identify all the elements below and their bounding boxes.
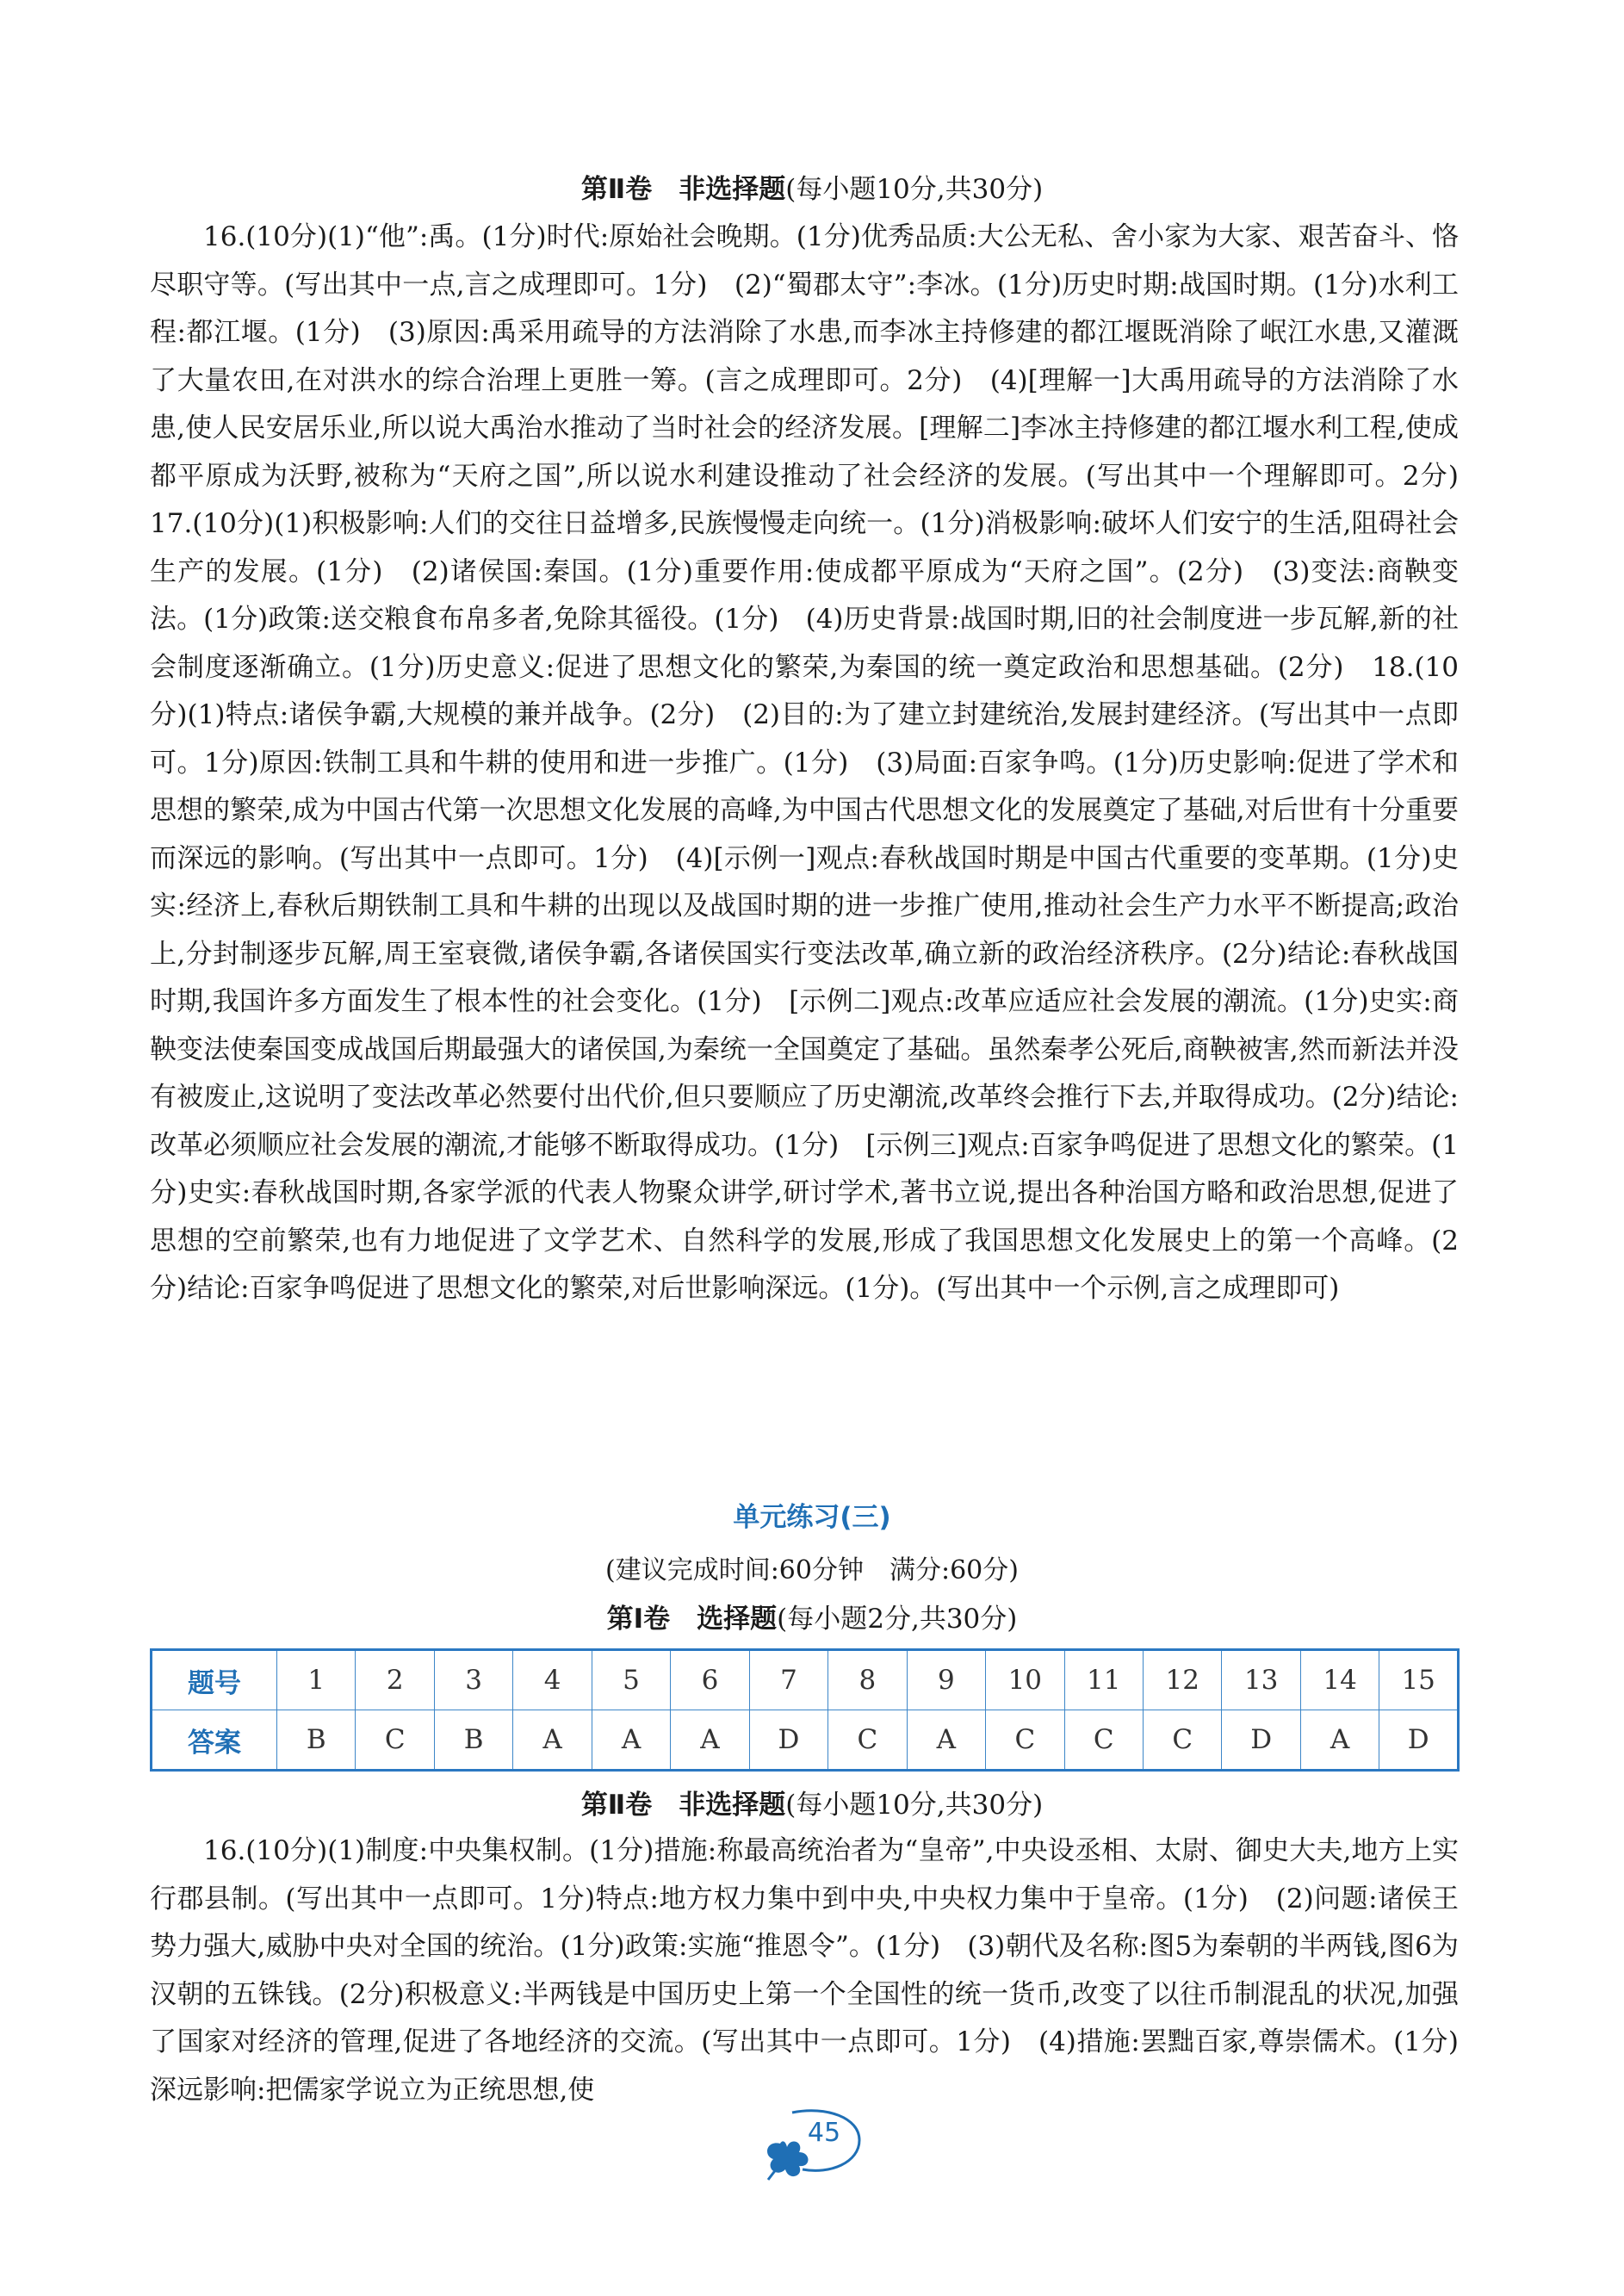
answer-cell: D [749, 1710, 827, 1771]
question-number-cell: 3 [434, 1650, 512, 1710]
question-number-cell: 5 [592, 1650, 670, 1710]
answer-cell: A [513, 1710, 592, 1771]
answer-cell: D [1379, 1710, 1459, 1771]
answer-cell: A [907, 1710, 985, 1771]
question-number-cell: 13 [1222, 1650, 1300, 1710]
question-number-cell: 15 [1379, 1650, 1459, 1710]
answer-row [152, 1710, 1459, 1771]
section-2-title [0, 172, 1624, 207]
answer-cell: A [1300, 1710, 1379, 1771]
question-number-cell: 7 [749, 1650, 827, 1710]
question-number-row [152, 1650, 1459, 1710]
answer-cell: C [356, 1710, 434, 1771]
answer-header: 答案 [152, 1710, 277, 1771]
unit3-section-1-title-bold: 第Ⅰ卷 选择题 [606, 1604, 778, 1635]
answer-table [150, 1648, 1460, 1772]
question-number-cell: 6 [671, 1650, 749, 1710]
question-number-cell: 2 [356, 1650, 434, 1710]
section-2-answers-text: 16.(10分)(1)“他”:禹。(1分)时代:原始社会晚期。(1分)优秀品质:大公无私、舍小家为大家、艰苦奋斗、恪尽职守等。(写出其中一点,言之成理即可。1分) (2)“蜀郡太守”:李冰。(1分)历史时期:战国时期。(1分)水利工程:都江堰。(1分) (3)原因:禹采用疏导的方法消除了水患,而李冰主持修建的都江堰既消除了岷江水患,又灌溉了大量农田,在对洪水的综合治理上更胜一筹。(言之成理即可。2分) (4)[理解一]大禹用疏导的方法消除了水患,使人民安居乐业,所以说大禹治水推动了当时社会的经济发展。[理解二]李冰主持修建的都江堰水利工程,使成都平原成为沃野,被称为“天府之国”,所以说水利建设推动了社会经济的发展。(写出其中一个理解即可。2分) 17.(10分)(1)积极影响:人们的交往日益增多,民族慢慢走向统一。(1分)消极影响:破坏人们安宁的生活,阻碍社会生产的发展。(1分) (2)诸侯国:秦国。(1分)重要作用:使成都平原成为“天府之国”。(2分) (3)变法:商鞅变法。(1分)政策:送交粮食布帛多者,免除其徭役。(1分) (4)历史背景:战国时期,旧的社会制度进一步瓦解,新的社会制度逐渐确立。(1分)历史意义:促进了思想文化的繁荣,为秦国的统一奠定政治和思想基础。(2分) 18.(10分)(1)特点:诸侯争霸,大规模的兼并战争。(2分) (2)目的:为了建立封建统治,发展封建经济。(写出其中一点即可。1分)原因:铁制工具和牛耕的使用和进一步推广。(1分) (3)局面:百家争鸣。(1分)历史影响:促进了学术和思想的繁荣,成为中国古代第一次思想文化发展的高峰,为中国古代思想文化的发展奠定了基础,对后世有十分重要而深远的影响。(写出其中一点即可。1分) (4)[示例一]观点:春秋战国时期是中国古代重要的变革期。(1分)史实:经济上,春秋后期铁制工具和牛耕的出现以及战国时期的进一步推广使用,推动社会生产力水平不断提高;政治上,分封制逐步瓦解,周王室衰微,诸侯争霸,各诸侯国实行变法改革,确立新的政治经济秩序。(2分)结论:春秋战国时期,我国许多方面发生了根本性的社会变化。(1分) [示例二]观点:改革应适应社会发展的潮流。(1分)史实:商鞅变法使秦国变成战国后期最强大的诸侯国,为秦统一全国奠定了基础。虽然秦孝公死后,商鞅被害,然而新法并没有被废止,这说明了变法改革必然要付出代价,但只要顺应了历史潮流,改革终会推行下去,并取得成功。(2分)结论:改革必须顺应社会发展的潮流,才能够不断取得成功。(1分) [示例三]观点:百家争鸣促进了思想文化的繁荣。(1分)史实:春秋战国时期,各家学派的代表人物聚众讲学,研讨学术,著书立说,提出各种治国方略和政治思想,促进了思想的空前繁荣,也有力地促进了文学艺术、自然科学的发展,形成了我国思想文化发展史上的第一个高峰。(2分)结论:百家争鸣促进了思想文化的繁荣,对后世影响深远。(1分)。(写出其中一个示例,言之成理即可) [150, 221, 1485, 1304]
question-number-cell: 8 [828, 1650, 907, 1710]
section-2-title-rest: (每小题10分,共30分) [785, 174, 1044, 205]
unit3-section-1-title [0, 1602, 1624, 1636]
unit3-section-2-answers-text: 16.(10分)(1)制度:中央集权制。(1分)措施:称最高统治者为“皇帝”,中央设丞相、太尉、御史大夫,地方上实行郡县制。(写出其中一点即可。1分)特点:地方权力集中到中央,中央权力集中于皇帝。(1分) (2)问题:诸侯王势力强大,威胁中央对全国的统治。(1分)政策:实施“推恩令”。(1分) (3)朝代及名称:图5为秦朝的半两钱,图6为汉朝的五铢钱。(2分)积极意义:半两钱是中国历史上第一个全国性的统一货币,改变了以往币制混乱的状况,加强了国家对经济的管理,促进了各地经济的交流。(写出其中一点即可。1分) (4)措施:罢黜百家,尊崇儒术。(1分)深远影响:把儒家学说立为正统思想,使 [150, 1835, 1459, 2106]
unit-title: 单元练习(三) [733, 1502, 891, 1533]
answer-cell: C [1064, 1710, 1143, 1771]
unit3-section-2-title-bold: 第Ⅱ卷 非选择题 [580, 1790, 786, 1821]
answer-cell: A [671, 1710, 749, 1771]
section-2-title-bold: 第Ⅱ卷 非选择题 [580, 174, 786, 205]
question-number-header: 题号 [152, 1650, 277, 1710]
question-number-cell: 10 [986, 1650, 1064, 1710]
answer-cell: C [828, 1710, 907, 1771]
question-number-cell: 1 [277, 1650, 356, 1710]
unit3-section-2-title [0, 1788, 1624, 1822]
answer-cell: A [592, 1710, 670, 1771]
page-number: 45 [807, 2118, 841, 2148]
answer-cell: D [1222, 1710, 1300, 1771]
unit-meta: (建议完成时间:60分钟 满分:60分) [605, 1555, 1019, 1585]
question-number-cell: 9 [907, 1650, 985, 1710]
answer-cell: B [277, 1710, 356, 1771]
question-number-cell: 12 [1143, 1650, 1221, 1710]
answer-cell: B [434, 1710, 512, 1771]
question-number-cell: 11 [1064, 1650, 1143, 1710]
question-number-cell: 4 [513, 1650, 592, 1710]
unit3-section-1-title-rest: (每小题2分,共30分) [777, 1604, 1018, 1635]
question-number-cell: 14 [1300, 1650, 1379, 1710]
unit3-section-2-title-rest: (每小题10分,共30分) [785, 1790, 1044, 1821]
answer-cell: C [986, 1710, 1064, 1771]
page-number-badge [758, 2106, 866, 2183]
answer-cell: C [1143, 1710, 1221, 1771]
